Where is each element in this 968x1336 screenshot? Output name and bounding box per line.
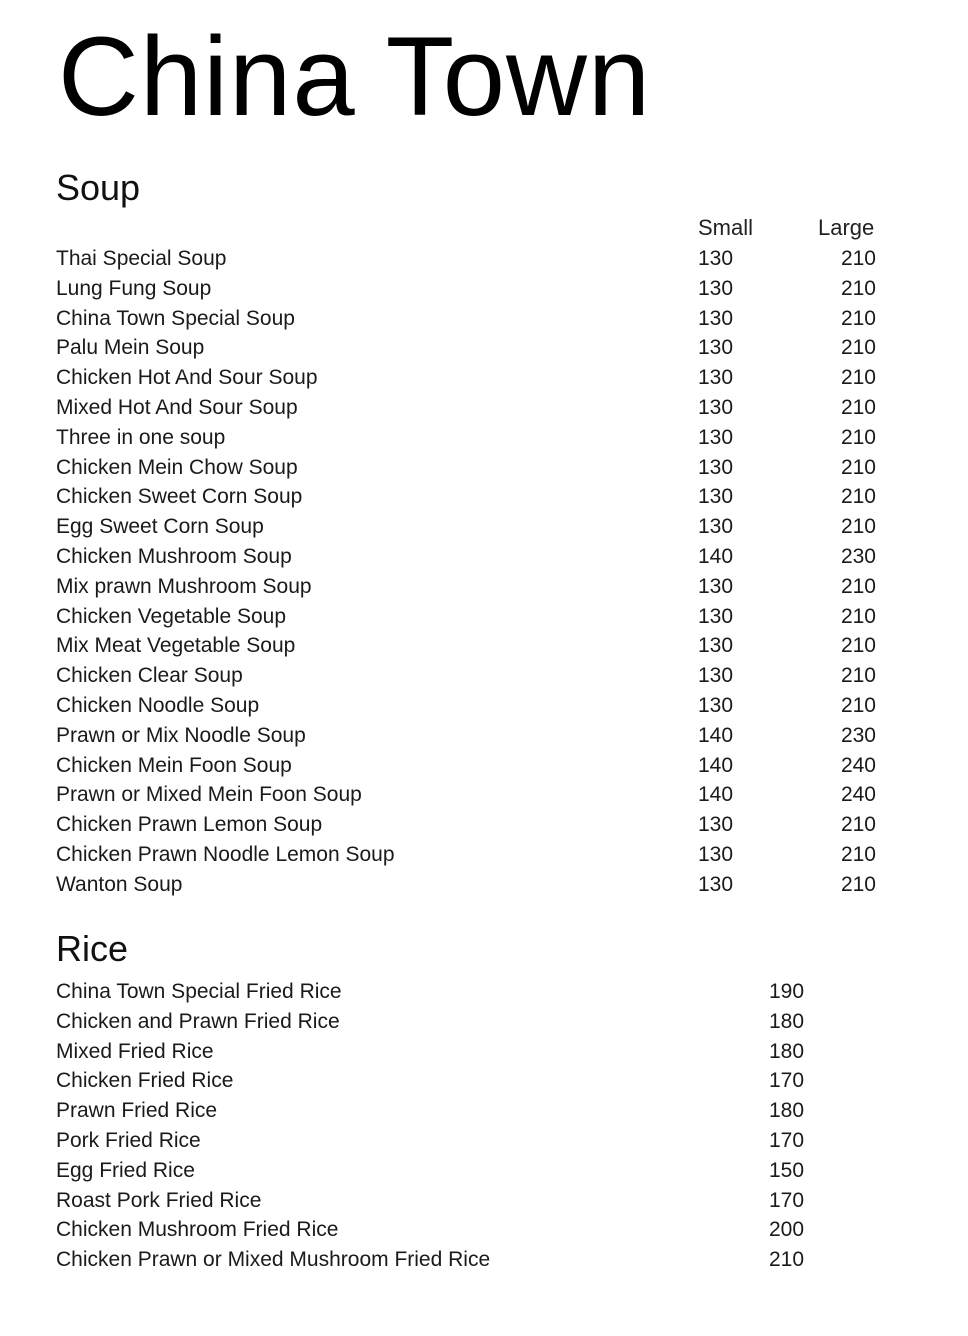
rice-item-name: Chicken Fried Rice: [56, 1069, 234, 1093]
soup-small-price: 130: [698, 247, 734, 270]
soup-small-price: 140: [698, 783, 734, 807]
soup-small-price: 130: [698, 842, 734, 866]
soup-small-price: 130: [698, 664, 734, 688]
large-column-header: Large: [818, 215, 875, 240]
soup-item-name: Lung Fung Soup: [56, 276, 212, 300]
rice-price: 180: [769, 1099, 805, 1123]
soup-item-row: [0, 751, 968, 781]
soup-large-price: 210: [840, 813, 876, 837]
rice-price: 170: [769, 1069, 805, 1093]
soup-item-row: [0, 333, 968, 363]
soup-large-price: 210: [840, 664, 876, 688]
rice-item-row: [0, 1186, 968, 1216]
soup-item-name: Egg Sweet Corn Soup: [56, 515, 264, 539]
soup-large-price: 210: [840, 634, 876, 658]
soup-large-price: 210: [840, 336, 876, 360]
rice-price: 190: [769, 980, 805, 1003]
soup-small-price: 130: [698, 425, 734, 449]
rice-price: 170: [769, 1128, 805, 1152]
soup-large-price: 210: [840, 425, 876, 449]
soup-large-price: 210: [840, 693, 876, 717]
rice-item-row: [0, 1037, 968, 1067]
rice-item-row: [0, 977, 968, 1007]
soup-large-price: 210: [840, 872, 876, 896]
rice-item-name: China Town Special Fried Rice: [56, 980, 342, 1003]
soup-large-price: 210: [840, 515, 876, 539]
soup-small-price: 130: [698, 693, 734, 717]
soup-small-price: 130: [698, 306, 734, 330]
soup-small-price: 130: [698, 336, 734, 360]
rice-item-row: [0, 1096, 968, 1126]
soup-small-price: 130: [698, 604, 734, 628]
soup-small-price: 130: [698, 813, 734, 837]
soup-item-row: [0, 691, 968, 721]
rice-item-row: [0, 1156, 968, 1186]
soup-large-price: 210: [840, 306, 876, 330]
soup-item-name: Mix Meat Vegetable Soup: [56, 634, 296, 658]
rice-item-name: Egg Fried Rice: [56, 1158, 195, 1182]
soup-item-row: [0, 631, 968, 661]
rice-price: 200: [769, 1218, 805, 1242]
soup-item-name: Prawn or Mix Noodle Soup: [56, 723, 306, 747]
rice-price: 170: [769, 1188, 805, 1212]
rice-item-name: Pork Fried Rice: [56, 1128, 201, 1152]
soup-section-heading: Soup: [56, 167, 141, 208]
soup-item-row: [0, 661, 968, 691]
rice-item-name: Chicken and Prawn Fried Rice: [56, 1009, 340, 1033]
soup-item-name: Chicken Hot And Sour Soup: [56, 366, 318, 390]
soup-item-name: Mix prawn Mushroom Soup: [56, 574, 312, 598]
soup-small-price: 130: [698, 634, 734, 658]
soup-large-price: 240: [840, 783, 876, 807]
rice-item-row: [0, 1126, 968, 1156]
soup-item-name: Palu Mein Soup: [56, 336, 205, 360]
soup-small-price: 140: [698, 753, 734, 777]
soup-item-row: [0, 423, 968, 453]
soup-item-name: Chicken Noodle Soup: [56, 693, 260, 717]
soup-large-price: 210: [840, 604, 876, 628]
soup-item-name: Chicken Mein Chow Soup: [56, 455, 298, 479]
soup-small-price: 140: [698, 544, 734, 568]
soup-item-name: Thai Special Soup: [56, 247, 227, 270]
soup-large-price: 210: [840, 455, 876, 479]
soup-item-row: [0, 482, 968, 512]
soup-item-row: [0, 393, 968, 423]
soup-item-row: [0, 721, 968, 751]
soup-item-row: [0, 840, 968, 870]
soup-large-price: 210: [840, 395, 876, 419]
soup-item-name: Chicken Prawn Noodle Lemon Soup: [56, 842, 395, 866]
rice-item-name: Roast Pork Fried Rice: [56, 1188, 262, 1212]
soup-large-price: 210: [840, 485, 876, 509]
rice-item-row: [0, 1066, 968, 1096]
soup-large-price: 210: [840, 366, 876, 390]
soup-item-name: Mixed Hot And Sour Soup: [56, 395, 298, 419]
soup-small-price: 130: [698, 515, 734, 539]
rice-item-name: Chicken Mushroom Fried Rice: [56, 1218, 339, 1242]
rice-price: 210: [769, 1248, 805, 1272]
soup-item-name: Chicken Mushroom Soup: [56, 544, 292, 568]
soup-item-row: [0, 542, 968, 572]
soup-item-name: Chicken Sweet Corn Soup: [56, 485, 303, 509]
rice-item-name: Mixed Fried Rice: [56, 1039, 214, 1063]
soup-item-row: [0, 363, 968, 393]
soup-small-price: 130: [698, 872, 734, 896]
restaurant-title: China Town: [58, 14, 652, 139]
rice-item-list: [0, 977, 968, 1275]
soup-item-row: [0, 304, 968, 334]
rice-item-row: [0, 1007, 968, 1037]
soup-small-price: 130: [698, 276, 734, 300]
soup-large-price: 210: [840, 574, 876, 598]
rice-item-row: [0, 1245, 968, 1275]
soup-item-name: China Town Special Soup: [56, 306, 295, 330]
soup-item-name: Chicken Clear Soup: [56, 664, 243, 688]
soup-item-name: Wanton Soup: [56, 872, 183, 896]
rice-item-name: Chicken Prawn or Mixed Mushroom Fried Rice: [56, 1248, 491, 1272]
soup-small-price: 130: [698, 485, 734, 509]
soup-small-price: 130: [698, 455, 734, 479]
soup-item-row: [0, 572, 968, 602]
soup-item-row: [0, 274, 968, 304]
rice-price: 150: [769, 1158, 805, 1182]
soup-large-price: 230: [840, 544, 876, 568]
soup-large-price: 210: [840, 247, 876, 270]
small-column-header: Small: [698, 215, 754, 240]
soup-item-row: [0, 870, 968, 900]
soup-large-price: 210: [840, 842, 876, 866]
soup-item-name: Three in one soup: [56, 425, 226, 449]
rice-item-name: Prawn Fried Rice: [56, 1099, 218, 1123]
soup-large-price: 210: [840, 276, 876, 300]
rice-item-row: [0, 1215, 968, 1245]
rice-price: 180: [769, 1009, 805, 1033]
soup-small-price: 130: [698, 574, 734, 598]
soup-item-row: [0, 780, 968, 810]
soup-small-price: 130: [698, 395, 734, 419]
rice-price: 180: [769, 1039, 805, 1063]
soup-large-price: 240: [840, 753, 876, 777]
soup-large-price: 230: [840, 723, 876, 747]
soup-item-row: [0, 512, 968, 542]
soup-small-price: 140: [698, 723, 734, 747]
soup-small-price: 130: [698, 366, 734, 390]
soup-item-name: Chicken Mein Foon Soup: [56, 753, 292, 777]
soup-item-row: [0, 602, 968, 632]
soup-item-row: [0, 453, 968, 483]
soup-item-row: [0, 810, 968, 840]
soup-item-list: [0, 244, 968, 900]
rice-section-heading: Rice: [56, 928, 129, 969]
soup-item-row: [0, 244, 968, 274]
soup-item-name: Prawn or Mixed Mein Foon Soup: [56, 783, 362, 807]
soup-item-name: Chicken Prawn Lemon Soup: [56, 813, 323, 837]
soup-item-name: Chicken Vegetable Soup: [56, 604, 287, 628]
